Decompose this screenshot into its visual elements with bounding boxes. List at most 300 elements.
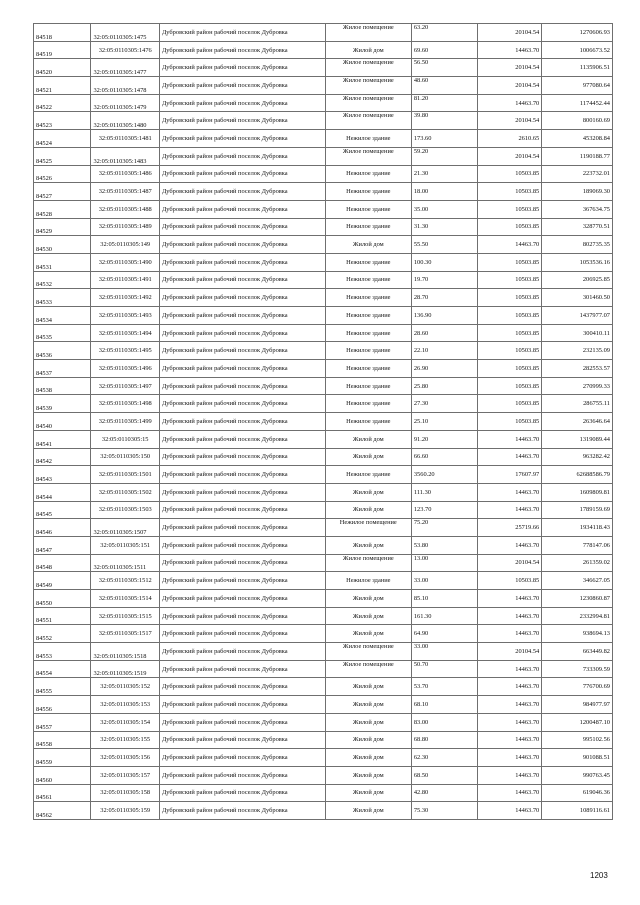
address-cell: Дубровский район рабочий поселок Дубровка xyxy=(159,466,325,484)
table-row xyxy=(34,413,613,431)
cadastral-number-cell: 32:05:0110305:1488 xyxy=(91,200,160,218)
address-cell: Дубровский район рабочий поселок Дубровка xyxy=(159,59,325,77)
address-cell: Дубровский район рабочий поселок Дубровка xyxy=(159,536,325,554)
area-cell: 173.60 xyxy=(411,130,477,148)
address-cell: Дубровский район рабочий поселок Дубровка xyxy=(159,377,325,395)
area-cell: 83.00 xyxy=(411,713,477,731)
address-cell: Дубровский район рабочий поселок Дубровка xyxy=(159,448,325,466)
rate-cell: 10503.85 xyxy=(478,289,542,307)
row-number-cell: 84543 xyxy=(34,466,91,484)
rate-cell: 14463.70 xyxy=(478,501,542,519)
cadastral-number-cell: 32:05:0110305:1518 xyxy=(91,643,160,661)
address-cell: Дубровский район рабочий поселок Дубровка xyxy=(159,696,325,714)
area-cell: 42.80 xyxy=(411,784,477,802)
area-cell: 25.10 xyxy=(411,413,477,431)
table-row xyxy=(34,660,613,678)
cadastral-value-cell: 1609809.81 xyxy=(542,483,613,501)
rate-cell: 17607.97 xyxy=(478,466,542,484)
rate-cell: 14463.70 xyxy=(478,430,542,448)
area-cell: 33.00 xyxy=(411,643,477,661)
address-cell: Дубровский район рабочий поселок Дубровка xyxy=(159,253,325,271)
rate-cell: 20104.54 xyxy=(478,77,542,95)
rate-cell: 10503.85 xyxy=(478,413,542,431)
row-number-cell: 84523 xyxy=(34,112,91,130)
row-number-cell: 84559 xyxy=(34,749,91,767)
object-type-cell: Нежилое здание xyxy=(325,271,411,289)
object-type-cell: Нежилое помещение xyxy=(325,519,411,537)
row-number-cell: 84522 xyxy=(34,94,91,112)
address-cell: Дубровский район рабочий поселок Дубровка xyxy=(159,625,325,643)
rate-cell: 10503.85 xyxy=(478,395,542,413)
cadastral-number-cell: 32:05:0110305:1477 xyxy=(91,59,160,77)
cadastral-number-cell: 32:05:0110305:159 xyxy=(91,802,160,820)
area-cell: 27.30 xyxy=(411,395,477,413)
rate-cell: 14463.70 xyxy=(478,483,542,501)
area-cell: 48.60 xyxy=(411,77,477,95)
address-cell: Дубровский район рабочий поселок Дубровка xyxy=(159,784,325,802)
area-cell: 53.80 xyxy=(411,536,477,554)
cadastral-number-cell: 32:05:0110305:1511 xyxy=(91,554,160,572)
object-type-cell: Жилой дом xyxy=(325,802,411,820)
object-type-cell: Жилой дом xyxy=(325,696,411,714)
row-number-cell: 84562 xyxy=(34,802,91,820)
cadastral-value-cell: 1270606.93 xyxy=(542,24,613,42)
address-cell: Дубровский район рабочий поселок Дубровка xyxy=(159,660,325,678)
address-cell: Дубровский район рабочий поселок Дубровка xyxy=(159,643,325,661)
address-cell: Дубровский район рабочий поселок Дубровка xyxy=(159,554,325,572)
cadastral-value-cell: 301460.50 xyxy=(542,289,613,307)
row-number-cell: 84549 xyxy=(34,572,91,590)
address-cell: Дубровский район рабочий поселок Дубровка xyxy=(159,749,325,767)
rate-cell: 14463.70 xyxy=(478,731,542,749)
cadastral-number-cell: 32:05:0110305:155 xyxy=(91,731,160,749)
cadastral-value-cell: 367634.75 xyxy=(542,200,613,218)
cadastral-value-cell: 2332994.81 xyxy=(542,607,613,625)
table-row xyxy=(34,749,613,767)
row-number-cell: 84533 xyxy=(34,289,91,307)
row-number-cell: 84542 xyxy=(34,448,91,466)
table-row xyxy=(34,483,613,501)
row-number-cell: 84556 xyxy=(34,696,91,714)
rate-cell: 14463.70 xyxy=(478,94,542,112)
cadastral-value-cell: 1006673.52 xyxy=(542,41,613,59)
table-row xyxy=(34,24,613,42)
address-cell: Дубровский район рабочий поселок Дубровка xyxy=(159,218,325,236)
table-row xyxy=(34,643,613,661)
area-cell: 55.50 xyxy=(411,236,477,254)
cadastral-number-cell: 32:05:0110305:1483 xyxy=(91,147,160,165)
row-number-cell: 84555 xyxy=(34,678,91,696)
row-number-cell: 84521 xyxy=(34,77,91,95)
object-type-cell: Нежилое здание xyxy=(325,183,411,201)
row-number-cell: 84539 xyxy=(34,395,91,413)
rate-cell: 10503.85 xyxy=(478,377,542,395)
rate-cell: 2610.65 xyxy=(478,130,542,148)
cadastral-value-cell: 261359.02 xyxy=(542,554,613,572)
cadastral-value-cell: 938694.13 xyxy=(542,625,613,643)
cadastral-value-cell: 1053536.16 xyxy=(542,253,613,271)
row-number-cell: 84553 xyxy=(34,643,91,661)
object-type-cell: Жилой дом xyxy=(325,625,411,643)
rate-cell: 14463.70 xyxy=(478,625,542,643)
address-cell: Дубровский район рабочий поселок Дубровка xyxy=(159,766,325,784)
row-number-cell: 84547 xyxy=(34,536,91,554)
object-type-cell: Нежилое здание xyxy=(325,360,411,378)
table-row xyxy=(34,94,613,112)
rate-cell: 14463.70 xyxy=(478,784,542,802)
cadastral-number-cell: 32:05:0110305:1494 xyxy=(91,324,160,342)
rate-cell: 14463.70 xyxy=(478,802,542,820)
cadastral-number-cell: 32:05:0110305:1497 xyxy=(91,377,160,395)
area-cell: 35.00 xyxy=(411,200,477,218)
object-type-cell: Жилое помещение xyxy=(325,59,411,77)
area-cell: 85.10 xyxy=(411,590,477,608)
table-row xyxy=(34,165,613,183)
cadastral-value-cell: 1319089.44 xyxy=(542,430,613,448)
cadastral-value-cell: 223732.01 xyxy=(542,165,613,183)
object-type-cell: Жилой дом xyxy=(325,784,411,802)
address-cell: Дубровский район рабочий поселок Дубровка xyxy=(159,678,325,696)
rate-cell: 14463.70 xyxy=(478,696,542,714)
cadastral-number-cell: 32:05:0110305:152 xyxy=(91,678,160,696)
object-type-cell: Жилое помещение xyxy=(325,147,411,165)
cadastral-value-cell: 984977.97 xyxy=(542,696,613,714)
cadastral-value-cell: 1089116.61 xyxy=(542,802,613,820)
object-type-cell: Нежилое здание xyxy=(325,253,411,271)
rate-cell: 14463.70 xyxy=(478,41,542,59)
rate-cell: 20104.54 xyxy=(478,24,542,42)
cadastral-number-cell: 32:05:0110305:1495 xyxy=(91,342,160,360)
area-cell: 136.90 xyxy=(411,307,477,325)
rate-cell: 14463.70 xyxy=(478,749,542,767)
object-type-cell: Жилой дом xyxy=(325,678,411,696)
object-type-cell: Нежилое здание xyxy=(325,572,411,590)
table-row xyxy=(34,271,613,289)
cadastral-number-cell: 32:05:0110305:1502 xyxy=(91,483,160,501)
rate-cell: 14463.70 xyxy=(478,660,542,678)
area-cell: 59.20 xyxy=(411,147,477,165)
object-type-cell: Нежилое здание xyxy=(325,377,411,395)
object-type-cell: Жилой дом xyxy=(325,731,411,749)
cadastral-value-cell: 901088.51 xyxy=(542,749,613,767)
cadastral-value-cell: 802735.35 xyxy=(542,236,613,254)
cadastral-value-cell: 995102.56 xyxy=(542,731,613,749)
cadastral-value-cell: 1437977.07 xyxy=(542,307,613,325)
address-cell: Дубровский район рабочий поселок Дубровка xyxy=(159,236,325,254)
table-row xyxy=(34,236,613,254)
table-row xyxy=(34,130,613,148)
object-type-cell: Жилое помещение xyxy=(325,94,411,112)
cadastral-number-cell: 32:05:0110305:1519 xyxy=(91,660,160,678)
rate-cell: 14463.70 xyxy=(478,236,542,254)
object-type-cell: Жилой дом xyxy=(325,501,411,519)
rate-cell: 10503.85 xyxy=(478,572,542,590)
rate-cell: 20104.54 xyxy=(478,643,542,661)
cadastral-value-cell: 977080.64 xyxy=(542,77,613,95)
object-type-cell: Нежилое здание xyxy=(325,324,411,342)
table-row xyxy=(34,625,613,643)
table-row xyxy=(34,59,613,77)
row-number-cell: 84538 xyxy=(34,377,91,395)
cadastral-number-cell: 32:05:0110305:1481 xyxy=(91,130,160,148)
cadastral-number-cell: 32:05:0110305:149 xyxy=(91,236,160,254)
rate-cell: 10503.85 xyxy=(478,200,542,218)
cadastral-number-cell: 32:05:0110305:1517 xyxy=(91,625,160,643)
area-cell: 68.10 xyxy=(411,696,477,714)
row-number-cell: 84552 xyxy=(34,625,91,643)
cadastral-value-cell: 1200487.10 xyxy=(542,713,613,731)
address-cell: Дубровский район рабочий поселок Дубровка xyxy=(159,324,325,342)
row-number-cell: 84531 xyxy=(34,253,91,271)
cadastral-value-cell: 206925.85 xyxy=(542,271,613,289)
table-row xyxy=(34,554,613,572)
row-number-cell: 84548 xyxy=(34,554,91,572)
address-cell: Дубровский район рабочий поселок Дубровка xyxy=(159,94,325,112)
table-row xyxy=(34,307,613,325)
cadastral-number-cell: 32:05:0110305:1491 xyxy=(91,271,160,289)
table-row xyxy=(34,377,613,395)
table-row xyxy=(34,607,613,625)
table-row xyxy=(34,572,613,590)
object-type-cell: Нежилое здание xyxy=(325,289,411,307)
cadastral-number-cell: 32:05:0110305:150 xyxy=(91,448,160,466)
table-row xyxy=(34,448,613,466)
rate-cell: 10503.85 xyxy=(478,360,542,378)
cadastral-value-cell: 62688586.79 xyxy=(542,466,613,484)
cadastral-number-cell: 32:05:0110305:1486 xyxy=(91,165,160,183)
cadastral-number-cell: 32:05:0110305:156 xyxy=(91,749,160,767)
row-number-cell: 84541 xyxy=(34,430,91,448)
cadastral-value-cell: 733309.59 xyxy=(542,660,613,678)
cadastral-number-cell: 32:05:0110305:1476 xyxy=(91,41,160,59)
object-type-cell: Нежилое здание xyxy=(325,395,411,413)
rate-cell: 14463.70 xyxy=(478,713,542,731)
rate-cell: 10503.85 xyxy=(478,307,542,325)
cadastral-value-cell: 263646.64 xyxy=(542,413,613,431)
rate-cell: 10503.85 xyxy=(478,271,542,289)
table-row xyxy=(34,289,613,307)
row-number-cell: 84558 xyxy=(34,731,91,749)
address-cell: Дубровский район рабочий поселок Дубровка xyxy=(159,342,325,360)
address-cell: Дубровский район рабочий поселок Дубровка xyxy=(159,590,325,608)
area-cell: 100.30 xyxy=(411,253,477,271)
address-cell: Дубровский район рабочий поселок Дубровка xyxy=(159,802,325,820)
rate-cell: 20104.54 xyxy=(478,59,542,77)
table-row xyxy=(34,696,613,714)
cadastral-value-cell: 778147.06 xyxy=(542,536,613,554)
row-number-cell: 84551 xyxy=(34,607,91,625)
cadastral-number-cell: 32:05:0110305:153 xyxy=(91,696,160,714)
area-cell: 13.00 xyxy=(411,554,477,572)
row-number-cell: 84526 xyxy=(34,165,91,183)
cadastral-value-cell: 300410.11 xyxy=(542,324,613,342)
cadastral-number-cell: 32:05:0110305:1501 xyxy=(91,466,160,484)
rate-cell: 20104.54 xyxy=(478,147,542,165)
object-type-cell: Жилой дом xyxy=(325,236,411,254)
address-cell: Дубровский район рабочий поселок Дубровка xyxy=(159,395,325,413)
object-type-cell: Жилой дом xyxy=(325,590,411,608)
table-row xyxy=(34,183,613,201)
table-row xyxy=(34,519,613,537)
address-cell: Дубровский район рабочий поселок Дубровка xyxy=(159,307,325,325)
area-cell: 69.60 xyxy=(411,41,477,59)
object-type-cell: Жилое помещение xyxy=(325,77,411,95)
cadastral-number-cell: 32:05:0110305:1499 xyxy=(91,413,160,431)
row-number-cell: 84524 xyxy=(34,130,91,148)
area-cell: 66.60 xyxy=(411,448,477,466)
cadastral-value-cell: 1190188.77 xyxy=(542,147,613,165)
row-number-cell: 84527 xyxy=(34,183,91,201)
cadastral-value-cell: 776700.69 xyxy=(542,678,613,696)
address-cell: Дубровский район рабочий поселок Дубровка xyxy=(159,77,325,95)
address-cell: Дубровский район рабочий поселок Дубровка xyxy=(159,183,325,201)
rate-cell: 10503.85 xyxy=(478,165,542,183)
address-cell: Дубровский район рабочий поселок Дубровка xyxy=(159,713,325,731)
cadastral-number-cell: 32:05:0110305:1503 xyxy=(91,501,160,519)
table-row xyxy=(34,112,613,130)
address-cell: Дубровский район рабочий поселок Дубровка xyxy=(159,360,325,378)
address-cell: Дубровский район рабочий поселок Дубровка xyxy=(159,413,325,431)
row-number-cell: 84544 xyxy=(34,483,91,501)
row-number-cell: 84529 xyxy=(34,218,91,236)
row-number-cell: 84545 xyxy=(34,501,91,519)
address-cell: Дубровский район рабочий поселок Дубровка xyxy=(159,112,325,130)
address-cell: Дубровский район рабочий поселок Дубровка xyxy=(159,731,325,749)
cadastral-number-cell: 32:05:0110305:1479 xyxy=(91,94,160,112)
cadastral-value-cell: 963282.42 xyxy=(542,448,613,466)
rate-cell: 14463.70 xyxy=(478,536,542,554)
table-body xyxy=(34,24,613,820)
object-type-cell: Нежилое здание xyxy=(325,165,411,183)
address-cell: Дубровский район рабочий поселок Дубровка xyxy=(159,130,325,148)
area-cell: 62.30 xyxy=(411,749,477,767)
object-type-cell: Жилой дом xyxy=(325,483,411,501)
table-row xyxy=(34,784,613,802)
row-number-cell: 84537 xyxy=(34,360,91,378)
table-row xyxy=(34,41,613,59)
area-cell: 64.90 xyxy=(411,625,477,643)
table-row xyxy=(34,590,613,608)
row-number-cell: 84534 xyxy=(34,307,91,325)
object-type-cell: Жилой дом xyxy=(325,713,411,731)
table-row xyxy=(34,430,613,448)
cadastral-value-cell: 990763.45 xyxy=(542,766,613,784)
area-cell: 21.30 xyxy=(411,165,477,183)
area-cell: 81.20 xyxy=(411,94,477,112)
area-cell: 68.50 xyxy=(411,766,477,784)
address-cell: Дубровский район рабочий поселок Дубровка xyxy=(159,572,325,590)
page-number: 1203 xyxy=(590,871,608,880)
object-type-cell: Нежилое здание xyxy=(325,218,411,236)
rate-cell: 10503.85 xyxy=(478,342,542,360)
table-row xyxy=(34,324,613,342)
cadastral-value-cell: 1934118.43 xyxy=(542,519,613,537)
rate-cell: 14463.70 xyxy=(478,766,542,784)
area-cell: 26.90 xyxy=(411,360,477,378)
cadastral-value-cell: 282553.57 xyxy=(542,360,613,378)
cadastral-value-cell: 663449.82 xyxy=(542,643,613,661)
object-type-cell: Жилой дом xyxy=(325,766,411,784)
area-cell: 56.50 xyxy=(411,59,477,77)
cadastral-number-cell: 32:05:0110305:1493 xyxy=(91,307,160,325)
object-type-cell: Жилой дом xyxy=(325,607,411,625)
cadastral-number-cell: 32:05:0110305:15 xyxy=(91,430,160,448)
object-type-cell: Нежилое здание xyxy=(325,200,411,218)
cadastral-value-cell: 1174452.44 xyxy=(542,94,613,112)
cadastral-number-cell: 32:05:0110305:1496 xyxy=(91,360,160,378)
cadastral-number-cell: 32:05:0110305:1487 xyxy=(91,183,160,201)
cadastral-number-cell: 32:05:0110305:1512 xyxy=(91,572,160,590)
address-cell: Дубровский район рабочий поселок Дубровка xyxy=(159,519,325,537)
area-cell: 39.80 xyxy=(411,112,477,130)
table-row xyxy=(34,395,613,413)
rate-cell: 25719.66 xyxy=(478,519,542,537)
cadastral-number-cell: 32:05:0110305:1490 xyxy=(91,253,160,271)
table-row xyxy=(34,766,613,784)
object-type-cell: Нежилое здание xyxy=(325,466,411,484)
area-cell: 22.10 xyxy=(411,342,477,360)
rate-cell: 20104.54 xyxy=(478,112,542,130)
row-number-cell: 84561 xyxy=(34,784,91,802)
area-cell: 25.80 xyxy=(411,377,477,395)
object-type-cell: Жилой дом xyxy=(325,448,411,466)
row-number-cell: 84550 xyxy=(34,590,91,608)
cadastral-value-cell: 189069.30 xyxy=(542,183,613,201)
rate-cell: 20104.54 xyxy=(478,554,542,572)
area-cell: 161.30 xyxy=(411,607,477,625)
area-cell: 91.20 xyxy=(411,430,477,448)
row-number-cell: 84520 xyxy=(34,59,91,77)
row-number-cell: 84532 xyxy=(34,271,91,289)
row-number-cell: 84536 xyxy=(34,342,91,360)
rate-cell: 10503.85 xyxy=(478,253,542,271)
area-cell: 111.30 xyxy=(411,483,477,501)
cadastral-table xyxy=(33,23,613,820)
area-cell: 28.70 xyxy=(411,289,477,307)
rate-cell: 14463.70 xyxy=(478,607,542,625)
cadastral-number-cell: 32:05:0110305:158 xyxy=(91,784,160,802)
table-row xyxy=(34,200,613,218)
row-number-cell: 84546 xyxy=(34,519,91,537)
area-cell: 28.60 xyxy=(411,324,477,342)
rate-cell: 10503.85 xyxy=(478,324,542,342)
cadastral-value-cell: 328770.51 xyxy=(542,218,613,236)
object-type-cell: Жилой дом xyxy=(325,430,411,448)
area-cell: 68.80 xyxy=(411,731,477,749)
table-row xyxy=(34,147,613,165)
cadastral-number-cell: 32:05:0110305:1480 xyxy=(91,112,160,130)
table-row xyxy=(34,466,613,484)
address-cell: Дубровский район рабочий поселок Дубровка xyxy=(159,41,325,59)
row-number-cell: 84540 xyxy=(34,413,91,431)
row-number-cell: 84560 xyxy=(34,766,91,784)
row-number-cell: 84554 xyxy=(34,660,91,678)
cadastral-number-cell: 32:05:0110305:1492 xyxy=(91,289,160,307)
area-cell: 18.00 xyxy=(411,183,477,201)
cadastral-value-cell: 1135906.51 xyxy=(542,59,613,77)
address-cell: Дубровский район рабочий поселок Дубровка xyxy=(159,501,325,519)
address-cell: Дубровский район рабочий поселок Дубровка xyxy=(159,147,325,165)
cadastral-value-cell: 800160.69 xyxy=(542,112,613,130)
table-row xyxy=(34,731,613,749)
object-type-cell: Жилое помещение xyxy=(325,24,411,42)
object-type-cell: Жилое помещение xyxy=(325,660,411,678)
rate-cell: 14463.70 xyxy=(478,678,542,696)
address-cell: Дубровский район рабочий поселок Дубровка xyxy=(159,289,325,307)
object-type-cell: Жилой дом xyxy=(325,749,411,767)
row-number-cell: 84528 xyxy=(34,200,91,218)
area-cell: 31.30 xyxy=(411,218,477,236)
